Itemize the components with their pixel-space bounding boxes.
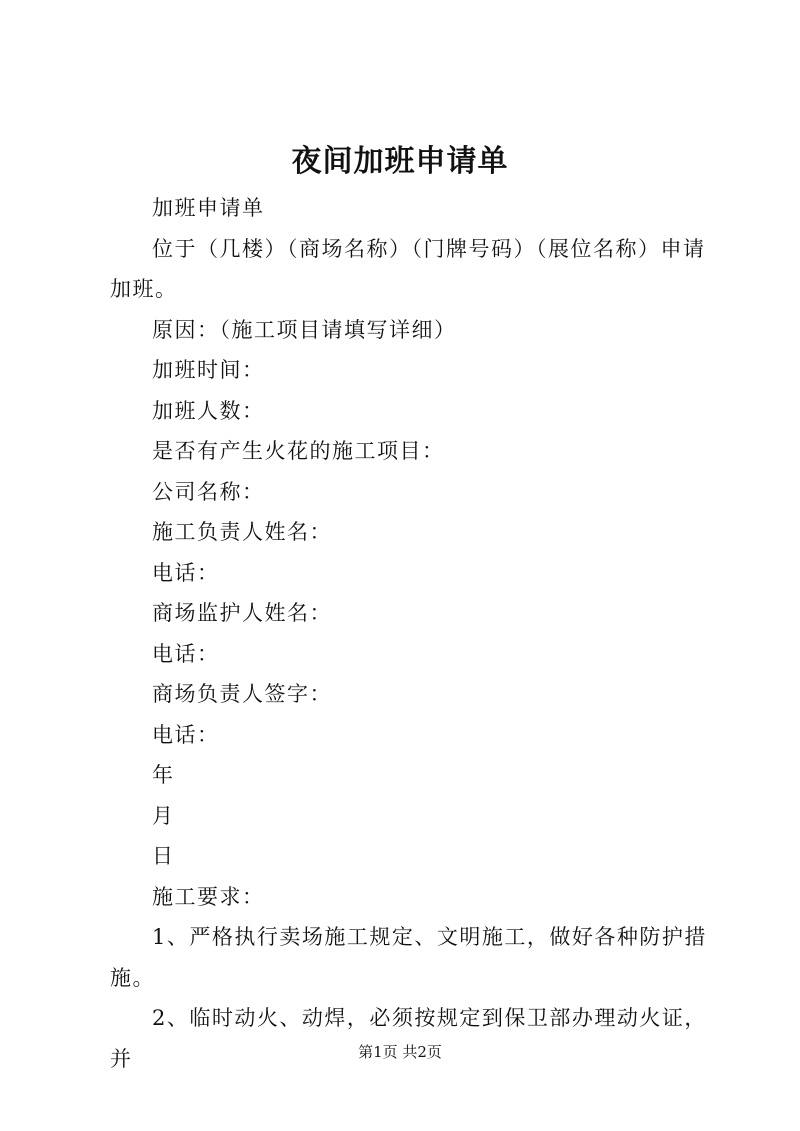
paragraph-reason: 原因：（施工项目请填写详细） [152,317,457,342]
requirements-heading: 施工要求： [152,884,265,909]
date-day: 日 [152,844,175,868]
document-title: 夜间加班申请单 [291,144,509,179]
date-year: 年 [152,763,175,787]
field-mall-manager-signature: 商场负责人签字： [152,682,332,706]
field-construction-lead-name: 施工负责人姓名： [152,520,332,544]
page-footer: 第1页 共2页 [358,1043,442,1061]
paragraph-location: 位于（几楼）（商场名称）（门牌号码）（展位名称）申请加班。 [110,236,706,301]
requirement-item: 2、临时动火、动焊，必须按规定到保卫部办理动火证，并 [110,1006,707,1071]
field-overtime-time: 加班时间： [152,358,265,382]
field-company-name: 公司名称： [152,479,265,504]
paragraph-heading: 加班申请单 [152,196,265,220]
field-mall-supervisor-name: 商场监护人姓名： [152,601,332,625]
field-spark-items: 是否有产生火花的施工项目： [152,439,445,463]
requirement-item: 1、严格执行卖场施工规定、文明施工，做好各种防护措施。 [110,925,707,990]
field-overtime-headcount: 加班人数： [152,398,265,423]
document-body [110,188,718,1079]
date-month: 月 [152,803,175,828]
field-phone: 电话： [152,560,220,585]
field-phone: 电话： [152,722,220,747]
field-phone: 电话： [152,641,220,666]
